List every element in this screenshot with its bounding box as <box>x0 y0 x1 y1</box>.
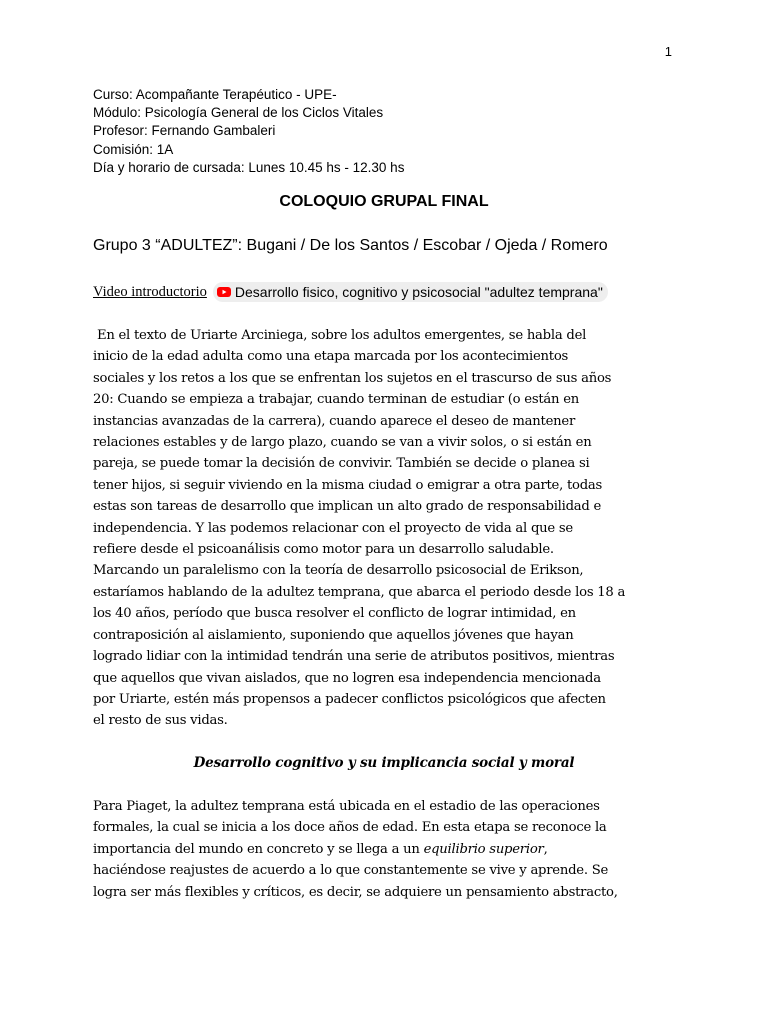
italic-term: equilibrio superior <box>423 841 544 857</box>
paragraph-line: por Uriarte, estén más propensos a padecer conflictos psicológicos que afecten <box>93 691 606 707</box>
section-heading: Desarrollo cognitivo y su implicancia social y moral <box>193 755 575 771</box>
document-title: COLOQUIO GRUPAL FINAL <box>279 193 489 210</box>
module-line: Módulo: Psicología General de los Ciclos Vitales <box>93 105 384 121</box>
paragraph-line: independencia. Y las podemos relacionar con el proyecto de vida al que se <box>93 520 573 536</box>
paragraph-line: tener hijos, si seguir viviendo en la misma ciudad o emigrar a otra parte, todas <box>93 477 603 493</box>
paragraph-line: relaciones estables y de largo plazo, cuando se van a vivir solos, o si están en <box>93 435 592 451</box>
video-link[interactable]: Video introductorio <box>93 283 207 300</box>
paragraph-line: sociales y los retos a los que se enfrentan los sujetos en el trascurso de sus años <box>93 370 612 386</box>
paragraph-line: los 40 años, período que busca resolver el conflicto de lograr intimidad, en <box>93 606 576 622</box>
professor-line: Profesor: Fernando Gambaleri <box>93 123 276 139</box>
paragraph-line: haciéndose reajustes de acuerdo a lo que constantemente se vive y aprende. Se <box>93 863 609 879</box>
paragraph-line <box>93 839 683 860</box>
paragraph-line: que aquellos que vivan aislados, que no logren esa independencia mencionada <box>93 670 601 686</box>
page-number: 1 <box>664 44 672 59</box>
youtube-icon <box>217 287 231 297</box>
text-run: , <box>543 841 548 857</box>
commission-line: Comisión: 1A <box>93 141 174 157</box>
paragraph-line: inicio de la edad adulta como una etapa marcada por los acontecimientos <box>93 349 569 365</box>
paragraph-line: logra ser más flexibles y críticos, es decir, se adquiere un pensamiento abstracto, <box>93 884 618 900</box>
paragraph-line: Para Piaget, la adultez temprana está ubicada en el estadio de las operaciones <box>93 799 600 814</box>
paragraph-line: estas son tareas de desarrollo que implican un alto grado de responsabilidad e <box>93 499 602 515</box>
text-run: importancia del mundo en concreto y se llega a un <box>93 841 424 857</box>
course-info <box>93 86 404 177</box>
paragraph-line: 20: Cuando se empieza a trabajar, cuando terminan de estudiar (o están en <box>93 392 580 408</box>
paragraph-1 <box>93 325 683 732</box>
schedule-line: Día y horario de cursada: Lunes 10.45 hs - 12.30 hs <box>93 159 405 175</box>
paragraph-2 <box>93 796 683 903</box>
paragraph-line: refiere desde el psicoanálisis como motor para un desarrollo saludable. <box>93 542 554 558</box>
paragraph-line: contraposición al aislamiento, suponiendo que aquellos jóvenes que hayan <box>93 627 574 643</box>
video-row <box>93 282 608 302</box>
paragraph-line: estaríamos hablando de la adultez temprana, que abarca el periodo desde los 18 a <box>93 584 626 600</box>
paragraph-line: Marcando un paralelismo con la teoría de desarrollo psicosocial de Erikson, <box>93 563 584 579</box>
paragraph-line: instancias avanzadas de la carrera), cuando aparece el deseo de mantener <box>93 413 575 429</box>
video-chip[interactable] <box>213 282 608 302</box>
paragraph-line: En el texto de Uriarte Arciniega, sobre los adultos emergentes, se habla del <box>93 328 587 343</box>
video-chip-title: Desarrollo fisico, cognitivo y psicosocial "adultez temprana" <box>234 284 603 300</box>
paragraph-line: pareja, se puede tomar la decisión de convivir. También se decide o planea si <box>93 456 590 472</box>
paragraph-line: logrado lidiar con la intimidad tendrán una serie de atributos positivos, mientras <box>93 649 615 665</box>
group-line: Grupo 3 “ADULTEZ”: Bugani / De los Santos / Escobar / Ojeda / Romero <box>93 237 608 254</box>
paragraph-line: el resto de sus vidas. <box>93 713 228 729</box>
paragraph-line: formales, la cual se inicia a los doce años de edad. En esta etapa se reconoce la <box>93 820 607 836</box>
course-line: Curso: Acompañante Terapéutico - UPE- <box>93 87 337 102</box>
